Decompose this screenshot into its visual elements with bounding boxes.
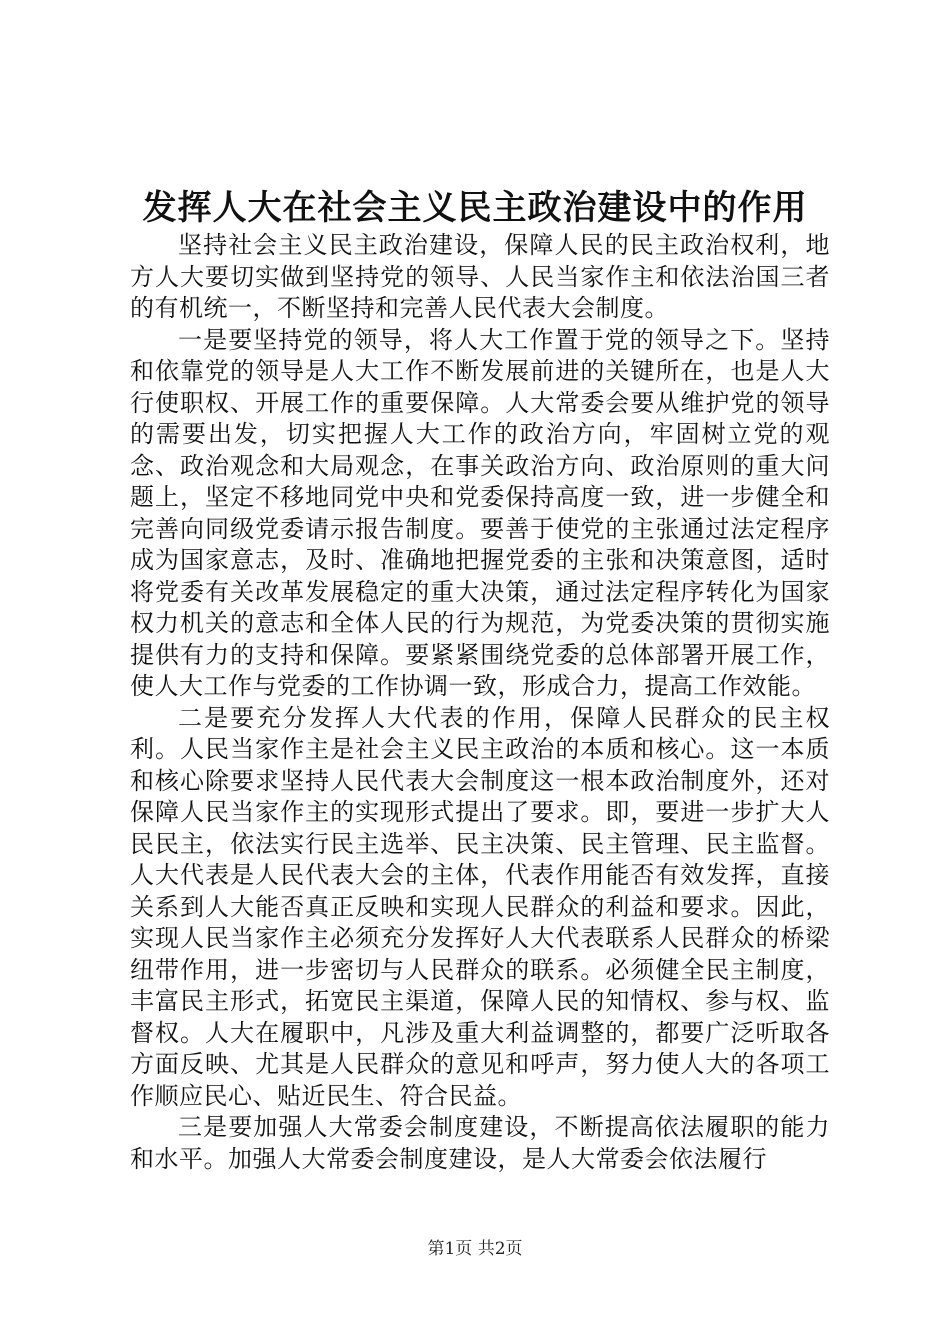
- paragraph-deputies-role: 二是要充分发挥人大代表的作用，保障人民群众的民主权利。人民当家作主是社会主义民主政治的本质和核心。这一本质和核心除要求坚持人民代表大会制度这一根本政治制度外，还对保障人民当家作主的实现形式提出了要求。即，要进一步扩大人民民主，依法实行民主选举、民主决策、民主管理、民主监督。人大代表是人民代表大会的主体，代表作用能否有效发挥，直接关系到人大能否真正反映和实现人民群众的利益和要求。因此，实现人民当家作主必须充分发挥好人大代表联系人民群众的桥梁纽带作用，进一步密切与人民群众的联系。必须健全民主制度，丰富民主形式，拓宽民主渠道，保障人民的知情权、参与权、监督权。人大在履职中，凡涉及重大利益调整的，都要广泛听取各方面反映、尤其是人民群众的意见和呼声，努力使人大的各项工作顺应民心、贴近民生、符合民益。: [130, 703, 830, 1110]
- paragraph-party-leadership: 一是要坚持党的领导，将人大工作置于党的领导之下。坚持和依靠党的领导是人大工作不断发展前进的关键所在，也是人大行使职权、开展工作的重要保障。人大常委会要从维护党的领导的需要出发，切实把握人大工作的政治方向，牢固树立党的观念、政治观念和大局观念，在事关政治方向、政治原则的重大问题上，坚定不移地同党中央和党委保持高度一致，进一步健全和完善向同级党委请示报告制度。要善于使党的主张通过法定程序成为国家意志，及时、准确地把握党委的主张和决策意图，适时将党委有关改革发展稳定的重大决策，通过法定程序转化为国家权力机关的意志和全体人民的行为规范，为党委决策的贯彻实施提供有力的支持和保障。要紧紧围绕党委的总体部署开展工作，使人大工作与党委的工作协调一致，形成合力，提高工作效能。: [130, 325, 830, 700]
- paragraph-intro: 坚持社会主义民主政治建设，保障人民的民主政治权利，地方人大要切实做到坚持党的领导、人民当家作主和依法治国三者的有机统一，不断坚持和完善人民代表大会制度。: [130, 231, 830, 322]
- paragraph-committee-system: 三是要加强人大常委会制度建设，不断提高依法履职的能力和水平。加强人大常委会制度建设，是人大常委会依法履行: [130, 1113, 830, 1173]
- page-footer: 第1页 共2页: [427, 1239, 523, 1259]
- document-body: [130, 230, 830, 1175]
- document-title: 发挥人大在社会主义民主政治建设中的作用: [142, 188, 808, 228]
